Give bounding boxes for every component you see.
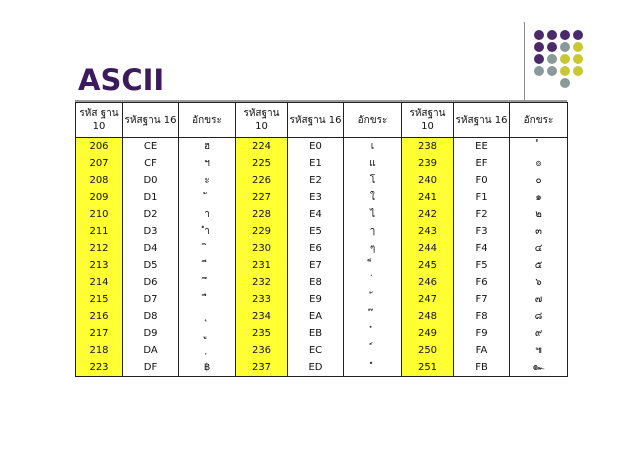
- cell-dec-3: 250: [402, 342, 454, 359]
- cell-char-2: เ: [344, 138, 402, 156]
- cell-hex-3: F2: [454, 206, 510, 223]
- cell-char-2: [344, 274, 402, 291]
- decor-dot-grid: [534, 30, 586, 90]
- table-row: [76, 189, 568, 206]
- cell-hex-2: E2: [288, 172, 344, 189]
- cell-dec-2: 237: [236, 359, 288, 377]
- cell-char-3: ๐: [510, 172, 568, 189]
- header-hex-2: รหัสฐาน 16: [288, 103, 344, 138]
- table-row: [76, 359, 568, 377]
- cell-dec-1: 209: [76, 189, 123, 206]
- cell-hex-1: CE: [123, 138, 179, 156]
- decor-dot: [534, 42, 544, 52]
- decor-dot: [560, 30, 570, 40]
- decor-dot: [573, 30, 583, 40]
- cell-hex-3: F9: [454, 325, 510, 342]
- cell-dec-1: 217: [76, 325, 123, 342]
- cell-char-3: ๗: [510, 291, 568, 308]
- cell-char-2: ไ: [344, 206, 402, 223]
- cell-dec-2: 231: [236, 257, 288, 274]
- decor-dot: [547, 30, 557, 40]
- decor-dot: [547, 42, 557, 52]
- cell-char-2: [344, 291, 402, 308]
- cell-dec-1: 216: [76, 308, 123, 325]
- cell-dec-3: 241: [402, 189, 454, 206]
- cell-dec-2: 227: [236, 189, 288, 206]
- cell-hex-2: E1: [288, 155, 344, 172]
- cell-char-1: [179, 274, 236, 291]
- cell-hex-1: DF: [123, 359, 179, 377]
- cell-dec-1: 213: [76, 257, 123, 274]
- header-char-1: อักขระ: [179, 103, 236, 138]
- cell-char-2: [344, 359, 402, 377]
- cell-dec-2: 225: [236, 155, 288, 172]
- cell-hex-3: F4: [454, 240, 510, 257]
- cell-hex-2: E6: [288, 240, 344, 257]
- cell-dec-3: 245: [402, 257, 454, 274]
- cell-dec-3: 248: [402, 308, 454, 325]
- header-dec-1: รหัส ฐาน 10: [76, 103, 123, 138]
- cell-char-1: า: [179, 206, 236, 223]
- cell-char-1: [179, 325, 236, 342]
- decor-dot: [547, 54, 557, 64]
- cell-char-1: ะ: [179, 172, 236, 189]
- cell-char-1: ฯ: [179, 155, 236, 172]
- header-dec-3: รหัสฐาน 10: [402, 103, 454, 138]
- cell-dec-3: 246: [402, 274, 454, 291]
- cell-dec-3: 247: [402, 291, 454, 308]
- cell-dec-1: 211: [76, 223, 123, 240]
- cell-char-1: [179, 257, 236, 274]
- header-dec-2: รหัสฐาน 10: [236, 103, 288, 138]
- table-row: [76, 172, 568, 189]
- decor-dot: [534, 66, 544, 76]
- cell-dec-2: 234: [236, 308, 288, 325]
- cell-dec-1: 206: [76, 138, 123, 156]
- cell-char-3: ๓: [510, 223, 568, 240]
- cell-hex-3: F7: [454, 291, 510, 308]
- cell-hex-3: EE: [454, 138, 510, 156]
- table-row: [76, 257, 568, 274]
- table-row: [76, 342, 568, 359]
- header-char-2: อักขระ: [344, 103, 402, 138]
- cell-dec-3: 240: [402, 172, 454, 189]
- cell-hex-3: F1: [454, 189, 510, 206]
- cell-dec-2: 236: [236, 342, 288, 359]
- cell-hex-2: E7: [288, 257, 344, 274]
- table-row: [76, 274, 568, 291]
- cell-dec-2: 228: [236, 206, 288, 223]
- decor-dot: [547, 66, 557, 76]
- cell-char-3: ๏: [510, 155, 568, 172]
- cell-hex-3: F8: [454, 308, 510, 325]
- cell-hex-2: E8: [288, 274, 344, 291]
- cell-char-1: ฿: [179, 359, 236, 377]
- cell-hex-2: EC: [288, 342, 344, 359]
- cell-char-2: ใ: [344, 189, 402, 206]
- cell-hex-1: D8: [123, 308, 179, 325]
- cell-dec-1: 215: [76, 291, 123, 308]
- cell-dec-2: 224: [236, 138, 288, 156]
- cell-dec-1: 214: [76, 274, 123, 291]
- cell-hex-1: D4: [123, 240, 179, 257]
- cell-char-1: [179, 240, 236, 257]
- cell-dec-2: 229: [236, 223, 288, 240]
- cell-dec-1: 207: [76, 155, 123, 172]
- table-row: [76, 325, 568, 342]
- header-hex-1: รหัสฐาน 16: [123, 103, 179, 138]
- cell-char-1: [179, 308, 236, 325]
- cell-hex-1: D1: [123, 189, 179, 206]
- cell-hex-3: FA: [454, 342, 510, 359]
- decor-dot: [573, 66, 583, 76]
- cell-dec-2: 235: [236, 325, 288, 342]
- header-hex-3: รหัสฐาน 16: [454, 103, 510, 138]
- cell-hex-1: D5: [123, 257, 179, 274]
- decor-dot: [534, 30, 544, 40]
- table-row: [76, 240, 568, 257]
- cell-hex-3: EF: [454, 155, 510, 172]
- ascii-table: [75, 102, 568, 377]
- cell-hex-2: E0: [288, 138, 344, 156]
- cell-hex-3: F5: [454, 257, 510, 274]
- cell-char-3: ๙: [510, 325, 568, 342]
- cell-dec-3: 242: [402, 206, 454, 223]
- cell-hex-3: FB: [454, 359, 510, 377]
- decor-dot: [560, 42, 570, 52]
- decor-dot: [560, 78, 570, 88]
- cell-hex-2: E4: [288, 206, 344, 223]
- cell-hex-1: D6: [123, 274, 179, 291]
- cell-char-1: [179, 291, 236, 308]
- cell-char-3: ๛: [510, 359, 568, 377]
- cell-char-2: แ: [344, 155, 402, 172]
- cell-hex-1: D3: [123, 223, 179, 240]
- decor-dot: [560, 54, 570, 64]
- cell-dec-2: 232: [236, 274, 288, 291]
- cell-hex-2: E3: [288, 189, 344, 206]
- cell-hex-2: ED: [288, 359, 344, 377]
- cell-hex-1: D7: [123, 291, 179, 308]
- cell-dec-2: 230: [236, 240, 288, 257]
- table-row: [76, 206, 568, 223]
- cell-char-2: [344, 308, 402, 325]
- cell-hex-2: E5: [288, 223, 344, 240]
- cell-hex-3: F6: [454, 274, 510, 291]
- cell-dec-1: 210: [76, 206, 123, 223]
- cell-dec-1: 218: [76, 342, 123, 359]
- cell-dec-1: 223: [76, 359, 123, 377]
- cell-char-3: ๕: [510, 257, 568, 274]
- cell-dec-2: 226: [236, 172, 288, 189]
- cell-dec-3: 251: [402, 359, 454, 377]
- cell-char-3: ๔: [510, 240, 568, 257]
- cell-char-1: ำ: [179, 223, 236, 240]
- cell-char-3: ๘: [510, 308, 568, 325]
- decor-dot: [573, 54, 583, 64]
- table-row: [76, 155, 568, 172]
- cell-char-3: ๖: [510, 274, 568, 291]
- cell-dec-2: 233: [236, 291, 288, 308]
- cell-hex-1: DA: [123, 342, 179, 359]
- cell-char-3: ๒: [510, 206, 568, 223]
- cell-dec-3: 244: [402, 240, 454, 257]
- header-char-3: อักขระ: [510, 103, 568, 138]
- cell-hex-3: F3: [454, 223, 510, 240]
- cell-hex-3: F0: [454, 172, 510, 189]
- table-row: [76, 308, 568, 325]
- decor-vertical-line: [524, 22, 525, 100]
- cell-hex-1: D0: [123, 172, 179, 189]
- cell-char-3: [510, 138, 568, 156]
- table-row: [76, 138, 568, 156]
- cell-char-1: [179, 342, 236, 359]
- cell-dec-3: 238: [402, 138, 454, 156]
- cell-char-2: ๆ: [344, 240, 402, 257]
- table-header-row: [76, 103, 568, 138]
- decor-dot: [573, 42, 583, 52]
- cell-hex-2: EB: [288, 325, 344, 342]
- cell-hex-2: EA: [288, 308, 344, 325]
- cell-char-2: [344, 257, 402, 274]
- cell-hex-1: D2: [123, 206, 179, 223]
- cell-dec-3: 239: [402, 155, 454, 172]
- cell-char-1: ฮ: [179, 138, 236, 156]
- table-row: [76, 291, 568, 308]
- table-row: [76, 223, 568, 240]
- cell-char-3: ๑: [510, 189, 568, 206]
- cell-dec-1: 208: [76, 172, 123, 189]
- cell-hex-1: D9: [123, 325, 179, 342]
- page-title: ASCII: [78, 63, 165, 97]
- cell-char-2: โ: [344, 172, 402, 189]
- cell-char-2: [344, 342, 402, 359]
- cell-char-1: [179, 189, 236, 206]
- cell-dec-3: 249: [402, 325, 454, 342]
- cell-dec-3: 243: [402, 223, 454, 240]
- cell-char-2: ๅ: [344, 223, 402, 240]
- decor-dot: [560, 66, 570, 76]
- cell-char-3: ๚: [510, 342, 568, 359]
- cell-dec-1: 212: [76, 240, 123, 257]
- cell-hex-1: CF: [123, 155, 179, 172]
- cell-hex-2: E9: [288, 291, 344, 308]
- decor-dot: [534, 54, 544, 64]
- cell-char-2: [344, 325, 402, 342]
